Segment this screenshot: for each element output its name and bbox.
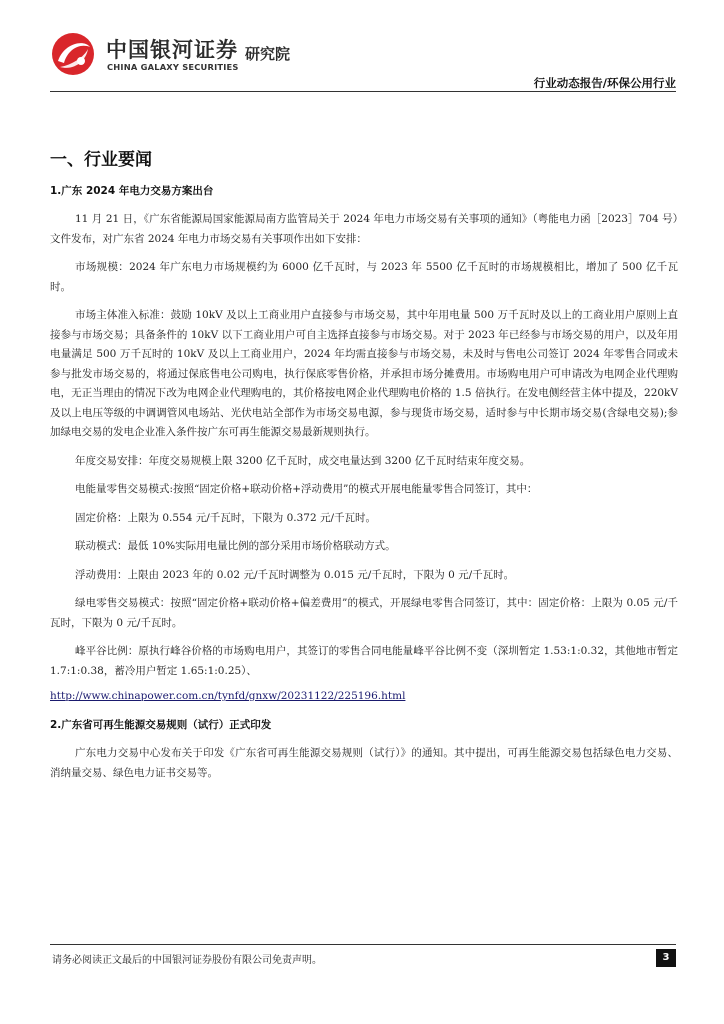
- footer-disclaimer: 请务必阅读正文最后的中国银河证券股份有限公司免责声明。: [52, 955, 322, 966]
- news-item-1-paragraph: 固定价格：上限为 0.554 元/千瓦时，下限为 0.372 元/千瓦时。: [75, 511, 377, 524]
- news-item-1-paragraph: 市场主体准入标准：鼓励 10kV 及以上工商业用户直接参与市场交易，其中年用电量 500 万千瓦时及以上的工商业用户原则上直接参与市场交易；具备条件的 10kV 以下工商业用户可自主选择直接参与市场交易。对于 2023 年已经参与市场交易的用户，以及年用电量满足 500 万千瓦时的 10kV 及以上工商业用户，2024 年均需直接参与市场交易，未及时与售电公司签订 2024 年零售合同或未参与批发市场交易的，将通过保底售电公司购电，执行保底零售价格，并承担市场分摊费用。市场购电用户可申请改为电网企业代理购电，无正当理由的情况下改为电网企业代理购电的，其价格按电网企业代理购电价格的 1.5 倍执行。在发电侧经营主体中提及，220kV 及以上电压等级的中调调管风电场站、光伏电站全部作为市场交易电源，参与现货市场交易，适时参与中长期市场交易(含绿电交易);参加绿电交易的发电企业准入条件按广东可再生能源交易最新规则执行。: [50, 309, 678, 438]
- news-item-1-heading: 1.广东 2024 年电力交易方案出台: [50, 185, 214, 197]
- news-item-1-paragraph: 绿电零售交易模式：按照“固定价格+联动价格+偏差费用”的模式，开展绿电零售合同签订，其中：固定价格：上限为 0.05 元/千瓦时，下限为 0 元/千瓦时。: [50, 597, 678, 629]
- footer-divider: [50, 944, 676, 945]
- news-item-1-paragraph: 峰平谷比例：原执行峰谷价格的市场购电用户，其签订的零售合同电能量峰平谷比例不变（深圳暂定 1.53:1:0.32，其他地市暂定 1.7:1:0.38，蓄冷用户暂定 1.65:1:0.25）、: [50, 645, 678, 677]
- news-item-1-paragraph: 联动模式：最低 10%实际用电量比例的部分采用市场价格联动方式。: [75, 540, 396, 552]
- news-item-1-paragraph: 年度交易安排：年度交易规模上限 3200 亿千瓦时，成交电量达到 3200 亿千瓦时结束年度交易。: [75, 454, 531, 467]
- page-number: 3: [656, 949, 676, 967]
- news-item-1-paragraph: 11 月 21 日，《广东省能源局国家能源局南方监管局关于 2024 年电力市场交易有关事项的通知》（粤能电力函［2023］704 号）文件发布，对广东省 2024 年电力市场交易有关事项作出如下安排：: [50, 213, 678, 245]
- news-item-2-paragraph: 广东电力交易中心发布关于印发《广东省可再生能源交易规则（试行）》的通知。其中提出，可再生能源交易包括绿色电力交易、消纳量交易、绿色电力证书交易等。: [50, 747, 678, 779]
- galaxy-logo-icon: [50, 31, 96, 77]
- logo-chinese-name: 中国银河证券: [106, 38, 238, 62]
- main-content: [50, 145, 678, 792]
- news-item-1-paragraph: 市场规模：2024 年广东电力市场规模约为 6000 亿千瓦时，与 2023 年 5500 亿千瓦时的市场规模相比，增加了 500 亿千瓦时。: [50, 261, 678, 293]
- source-link[interactable]: http://www.chinapower.com.cn/tynfd/gnxw/20231122/225196.html: [50, 690, 406, 702]
- news-item-2-heading: 2.广东省可再生能源交易规则（试行）正式印发: [50, 719, 272, 731]
- logo-institute-name: 研究院: [245, 45, 291, 63]
- section-title: 一、行业要闻: [50, 150, 152, 170]
- header-divider: [50, 91, 676, 92]
- report-type-label: 行业动态报告/环保公用行业: [533, 76, 676, 90]
- news-item-1-paragraph: 电能量零售交易模式:按照“固定价格+联动价格+浮动费用”的模式开展电能量零售合同签订，其中：: [75, 483, 538, 495]
- news-item-1-paragraph: 浮动费用：上限由 2023 年的 0.02 元/千瓦时调整为 0.015 元/千瓦时，下限为 0 元/千瓦时。: [75, 568, 515, 581]
- logo-english-name: CHINA GALAXY SECURITIES: [107, 62, 239, 72]
